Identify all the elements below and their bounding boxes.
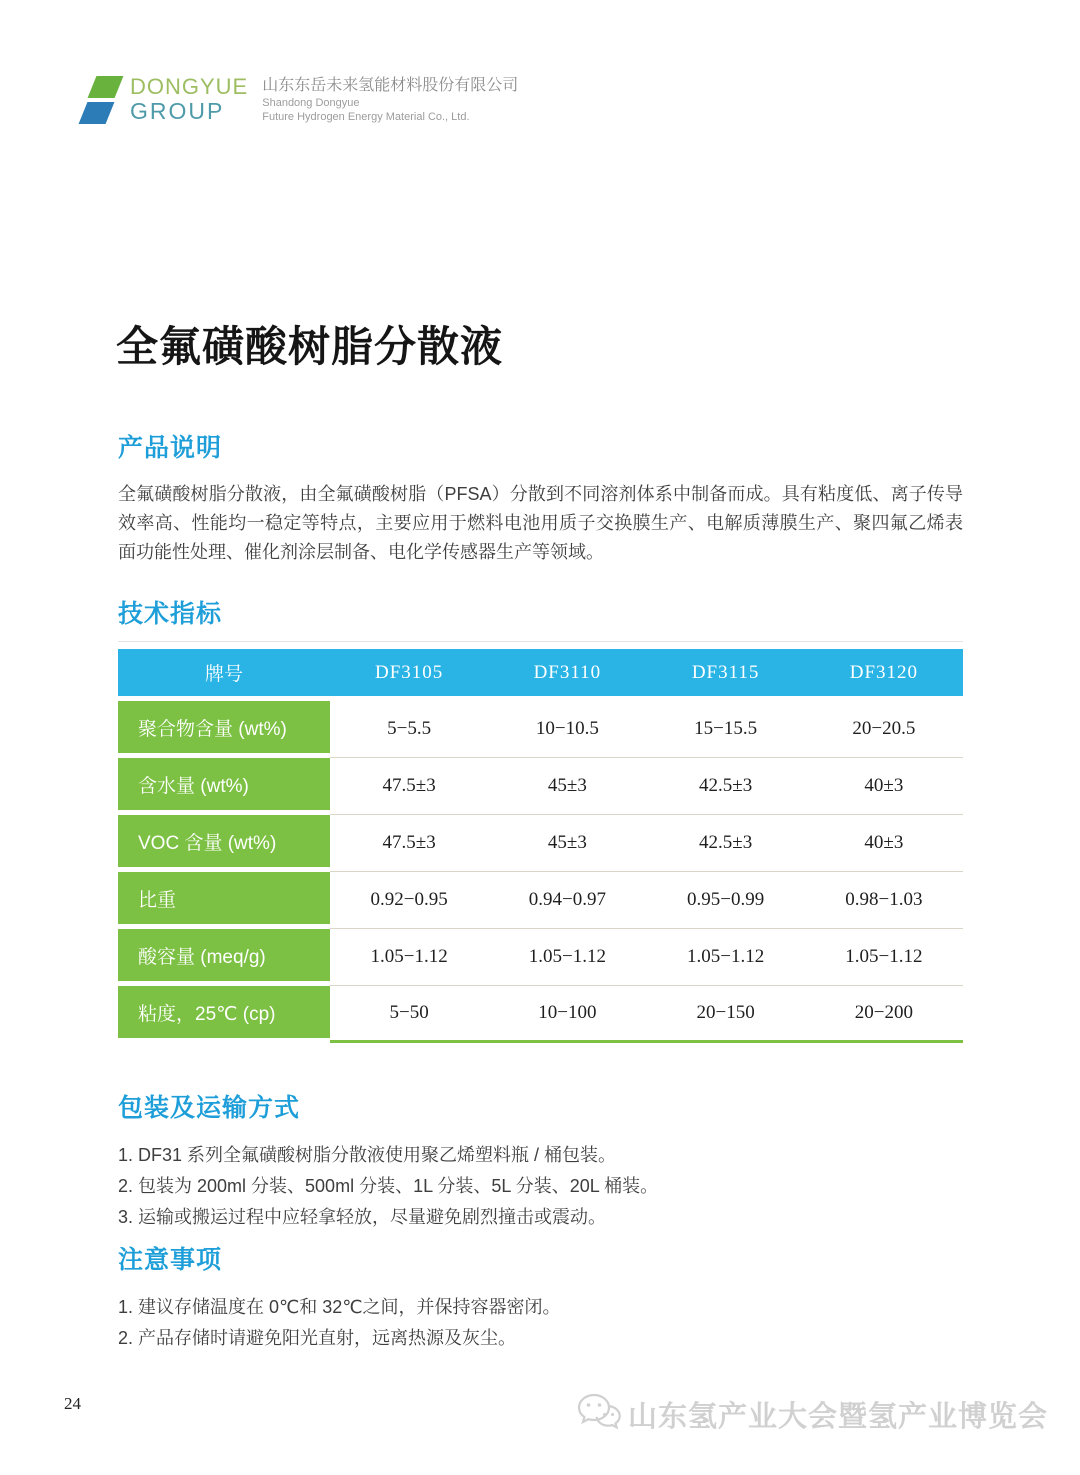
page-number: 24: [64, 1394, 81, 1413]
cell-value: 20−150: [696, 1002, 755, 1023]
spec-table-header-row: [118, 649, 963, 696]
logo-green-shape: [88, 76, 124, 98]
description-heading: 产品说明: [118, 434, 223, 462]
specs-heading: 技术指标: [118, 600, 223, 628]
table-top-rule: [118, 641, 963, 642]
header-cell-df3110: DF3110: [533, 661, 602, 683]
logo-blue-shape: [79, 102, 115, 124]
cell-value: 5−50: [389, 1002, 429, 1023]
list-item: 2. 包装为 200ml 分装、500ml 分装、1L 分装、5L 分装、20L 桶装。: [118, 1176, 659, 1196]
list-item: 1. 建议存储温度在 0℃和 32℃之间，并保持容器密闭。: [118, 1297, 561, 1317]
brand-line-dongyue: DONGYUE: [130, 74, 249, 99]
list-item: 1. DF31 系列全氟磺酸树脂分散液使用聚乙烯塑料瓶 / 桶包装。: [118, 1145, 617, 1165]
cell-value: 1.05−1.12: [687, 946, 765, 967]
cell-value: 47.5±3: [382, 775, 436, 796]
company-name-cn: 山东东岳未来氢能材料股份有限公司: [262, 77, 519, 94]
cell-value: 45±3: [547, 775, 587, 796]
cell-value: 0.94−0.97: [528, 889, 606, 910]
description-body: 全氟磺酸树脂分散液，由全氟磺酸树脂（PFSA）分散到不同溶剂体系中制备而成。具有粘度低、离子传导效率高、性能均一稳定等特点，主要应用于燃料电池用质子交换膜生产、电解质薄膜生产、聚四氟乙烯表面功能性处理、催化剂涂层制备、电化学传感器生产等领域。: [118, 484, 963, 562]
cell-value: 1.05−1.12: [370, 946, 448, 967]
row-label: 聚合物含量 (wt%): [118, 701, 330, 753]
table-row: [118, 815, 963, 872]
footer-watermark: [576, 1392, 1048, 1437]
row-label: 酸容量 (meq/g): [118, 929, 330, 981]
page-title: 全氟磺酸树脂分散液: [116, 323, 504, 370]
cell-value: 1.05−1.12: [528, 946, 606, 967]
cell-value: 5−5.5: [387, 718, 432, 739]
precautions-heading: 注意事项: [118, 1246, 223, 1274]
table-row: [118, 986, 963, 1043]
cell-value: 40±3: [864, 775, 904, 796]
table-row: [118, 872, 963, 929]
spec-table: [118, 649, 963, 1043]
cell-value: 40±3: [864, 832, 904, 853]
row-label: 含水量 (wt%): [118, 758, 330, 810]
header-cell-df3115: DF3115: [691, 661, 760, 683]
brand-line-group: GROUP: [130, 98, 225, 124]
table-row: [118, 758, 963, 815]
cell-value: 15−15.5: [694, 718, 758, 739]
row-label: 粘度，25℃ (cp): [118, 986, 330, 1038]
cell-value: 10−100: [538, 1002, 597, 1023]
cell-value: 0.98−1.03: [845, 889, 923, 910]
cell-value: 20−20.5: [852, 718, 916, 739]
section-specs: [118, 594, 963, 1043]
section-precautions: [118, 1240, 963, 1354]
cell-value: 10−10.5: [535, 718, 599, 739]
dongyue-logo-icon: [78, 74, 124, 132]
cell-value: 1.05−1.12: [845, 946, 923, 967]
wechat-icon: [576, 1392, 628, 1437]
list-item: 3. 运输或搬运过程中应轻拿轻放，尽量避免剧烈撞击或震动。: [118, 1207, 607, 1227]
section-description: [118, 428, 963, 567]
company-name-block: [262, 74, 518, 124]
cell-value: 0.92−0.95: [370, 889, 448, 910]
section-packaging: [118, 1088, 963, 1233]
company-name-en-2: Future Hydrogen Energy Material Co., Ltd.: [262, 111, 470, 123]
cell-value: 0.95−0.99: [687, 889, 765, 910]
header-cell-df3120: DF3120: [849, 661, 919, 683]
company-logo: [78, 74, 518, 132]
header-cell-df3105: DF3105: [374, 661, 444, 683]
header-cell-grade: 牌号: [204, 664, 243, 685]
brand-wordmark: [130, 74, 248, 124]
cell-value: 45±3: [547, 832, 587, 853]
cell-value: 20−200: [854, 1002, 913, 1023]
cell-value: 42.5±3: [699, 775, 753, 796]
list-item: 2. 产品存储时请避免阳光直射，远离热源及灰尘。: [118, 1328, 517, 1348]
cell-value: 42.5±3: [699, 832, 753, 853]
company-name-en-1: Shandong Dongyue: [262, 97, 360, 109]
table-row: [118, 929, 963, 986]
cell-value: 47.5±3: [382, 832, 436, 853]
watermark-text: 山东氢产业大会暨氢产业博览会: [627, 1401, 1048, 1433]
row-label: 比重: [118, 872, 330, 924]
packaging-heading: 包装及运输方式: [118, 1094, 301, 1122]
precautions-list: [118, 1292, 963, 1354]
table-row: [118, 701, 963, 758]
packaging-list: [118, 1140, 963, 1233]
row-label: VOC 含量 (wt%): [118, 815, 330, 867]
